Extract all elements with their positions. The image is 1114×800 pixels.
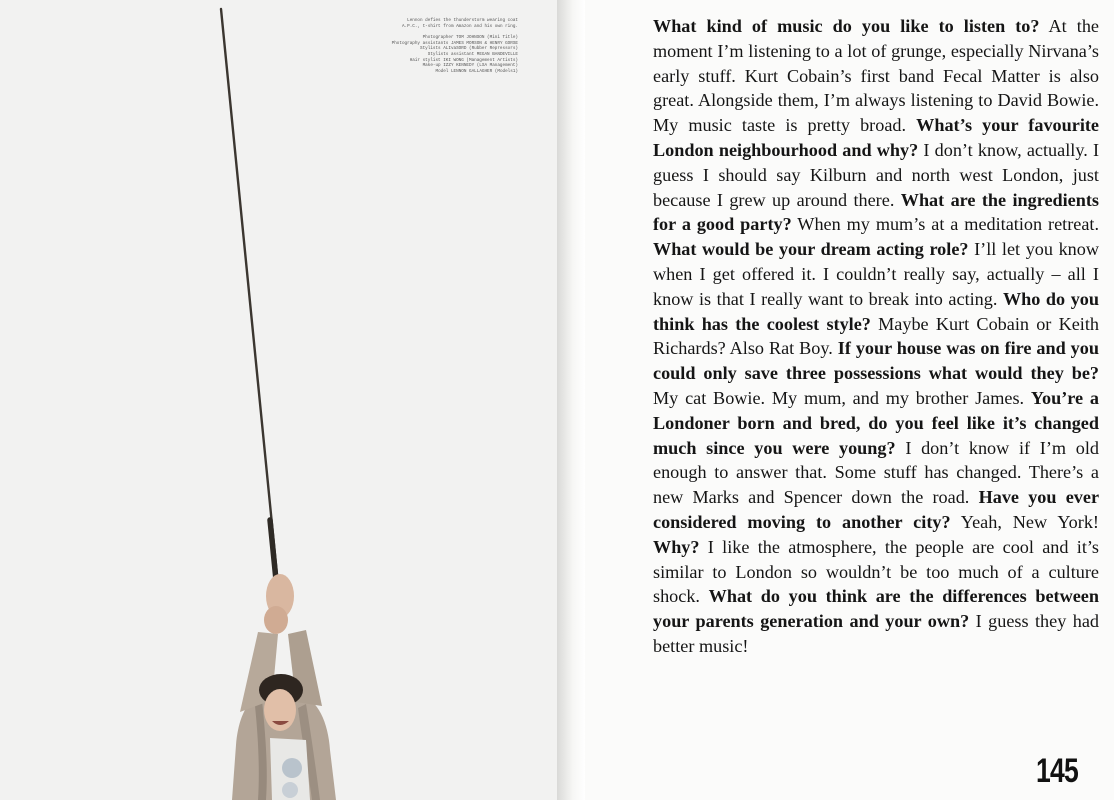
photo-caption: [318, 18, 518, 29]
question: Who do you think has the coolest style?: [653, 288, 1099, 334]
photo-credits: [318, 18, 518, 74]
question: You’re a Londoner born and bred, do you feel like it’s changed much since you were young?: [653, 387, 1100, 458]
question: What would be your dream acting role?: [653, 239, 969, 260]
question: Have you ever considered moving to another city?: [653, 487, 1100, 532]
caption-line: Lennon defies the thunderstorm wearing coat: [407, 18, 518, 23]
question: What are the ingredients for a good party?: [653, 189, 1100, 235]
credit-line: Model LENNON GALLAGHER (Models1): [435, 68, 518, 74]
credit-line: Stylists assistant MEGAN BANDEVILLE: [427, 51, 518, 57]
interview-text: [653, 14, 1099, 659]
pole: [221, 9, 277, 575]
question: What do you think are the differences between your parents generation and your own?: [653, 586, 1099, 632]
answer: I don’t know, actually. I guess I should say Kilburn and north west London, just because I grew up around there.: [653, 139, 1100, 210]
caption-line: A.P.C., t-shirt from Amazon and his own ring.: [401, 23, 518, 29]
question: What kind of music do you like to listen to?: [653, 16, 1040, 36]
answer: I guess they had better music!: [653, 611, 1100, 656]
question: If your house was on fire and you could only save three possessions what would they be?: [653, 338, 1099, 384]
answer: I like the atmosphere, the people are cool and it’s similar to London so wouldn’t be too much of a culture shock.: [653, 536, 1100, 607]
answer: I don’t know if I’m old enough to answer that. Some stuff has changed. There’s a new Marks and Spencer down the road.: [653, 437, 1100, 508]
question: What’s your favourite London neighbourhood and why?: [653, 115, 1099, 160]
credit-line: Stylists ALIvaSORD (Rubber Repressors): [420, 46, 518, 52]
credit-line: Photography assistants JAMES MORSON & HENRY GORSE: [391, 40, 518, 46]
credit-line: Photographer TOM JOHNSON (Mini Title): [422, 35, 518, 41]
answer: My cat Bowie. My mum, and my brother James.: [653, 387, 1025, 408]
credit-line: Hair stylist IKI WONG (Management Artists): [409, 57, 518, 63]
answer: I’ll let you know when I get offered it. I couldn’t really say, actually – all I know is that I really want to break into acting.: [653, 239, 1099, 309]
question: Why?: [653, 536, 700, 557]
page-gutter: [557, 0, 585, 800]
answer: Maybe Kurt Cobain or Keith Richards? Also Rat Boy.: [653, 313, 1099, 359]
answer: Yeah, New York!: [960, 511, 1099, 532]
credit-line: Make-up IZZY KENNEDY (LSA Management): [422, 63, 518, 69]
answer: When my mum’s at a meditation retreat.: [797, 214, 1099, 235]
answer: At the moment I’m listening to a lot of grunge, especially Nirvana’s early stuff. Kurt Cobain’s first band Fecal Matter is also great. Alongside them, I’m always listening to David Bowie. My music taste is pretty broad.: [653, 16, 1099, 136]
page-number: 145: [1036, 752, 1078, 790]
